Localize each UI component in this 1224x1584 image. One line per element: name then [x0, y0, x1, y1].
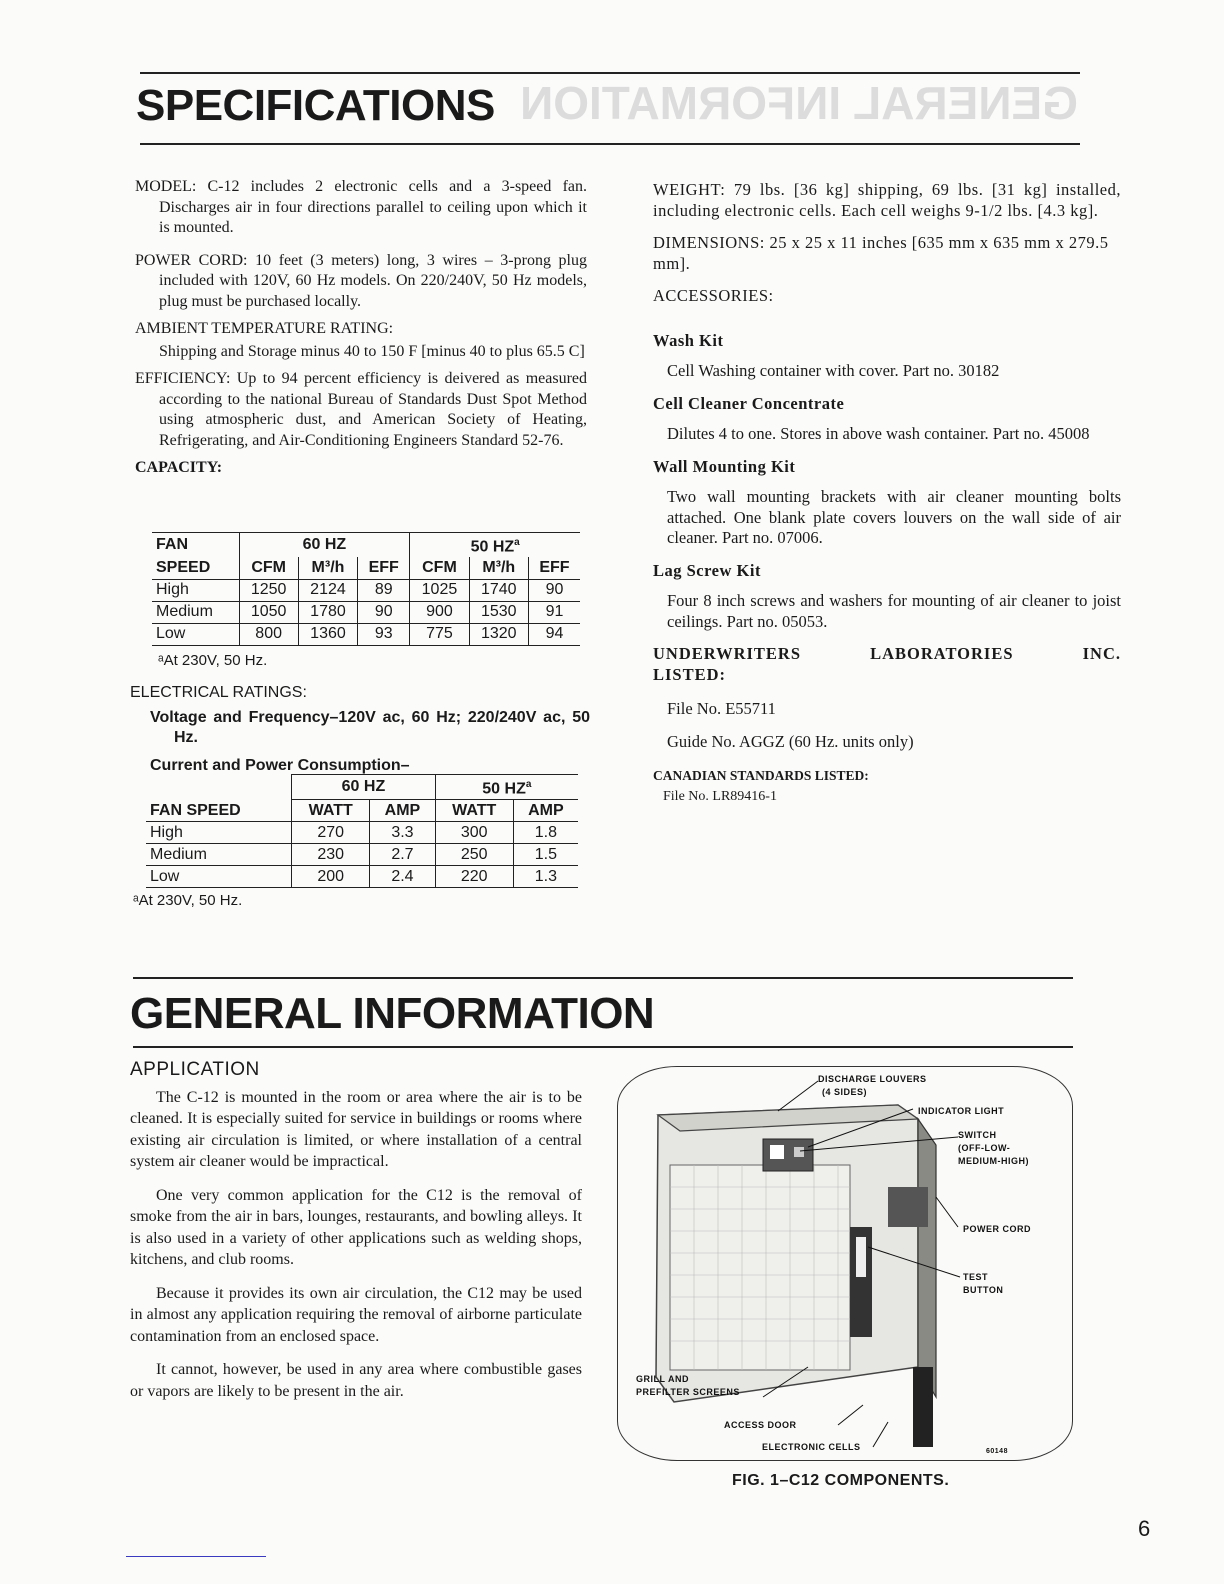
capacity-table	[152, 532, 580, 646]
wash-kit-body: Cell Washing container with cover. Part no. 30182	[667, 361, 1000, 380]
wall-mounting-kit-body: Two wall mounting brackets with air cleaner mounting bolts attached. One blank plate covers louvers on the wall side of air cleaner. Part no. 07006.	[667, 487, 1121, 547]
general-top-rule	[133, 977, 1073, 979]
label-switch: SWITCH (OFF-LOW- MEDIUM-HIGH)	[958, 1130, 1029, 1166]
table-row	[146, 866, 578, 888]
table-cell: High	[156, 581, 189, 599]
wall-mounting-kit-title: Wall Mounting Kit	[653, 456, 796, 476]
table-cell: 250	[435, 844, 513, 866]
wash-kit-title: Wash Kit	[653, 330, 724, 350]
table-cell: 89	[358, 579, 410, 601]
table-cell: 1320	[469, 623, 528, 645]
application-title: APPLICATION	[130, 1059, 260, 1080]
lag-screw-kit-title: Lag Screw Kit	[653, 560, 761, 580]
table-cell: 90	[528, 579, 580, 601]
table-cell: 90	[358, 601, 410, 623]
table-cell: 1780	[298, 601, 357, 623]
label-indicator-light: INDICATOR LIGHT	[918, 1106, 1005, 1116]
table-cell: Low	[150, 867, 180, 885]
table-cell: 1530	[469, 601, 528, 623]
show-through-text: GENERAL INFORMATION	[520, 77, 1078, 129]
power-cord-spec: POWER CORD: 10 feet (3 meters) long, 3 wires – 3-prong plug included with 120V, 60 Hz models. On 220/240V, 50 Hz models, plug must be purchased locally.	[135, 251, 587, 310]
table-cell: 220	[435, 866, 513, 888]
table-cell: 1.3	[513, 866, 578, 888]
ambient-body: Shipping and Storage minus 40 to 150 F [minus 40 to plus 65.5 C]	[159, 342, 585, 360]
efficiency-spec: EFFICIENCY: Up to 94 percent efficiency is deivered as measured according to the national Bureau of Standards Dust Spot Method using atmospheric dust, and American Society of Heating, Refrigerating, and Air-Conditioning Engineers Standard 52-76.	[135, 370, 587, 449]
air-cleaner-illustration	[618, 1067, 1074, 1462]
csa-title: CANADIAN STANDARDS LISTED:	[653, 768, 869, 783]
capacity-footnote: ᵃAt 230V, 50 Hz.	[158, 652, 268, 669]
table-cell: 200	[292, 866, 370, 888]
accessories-title: ACCESSORIES:	[653, 286, 774, 305]
table-row	[152, 579, 580, 601]
ul-guide: Guide No. AGGZ (60 Hz. units only)	[667, 731, 914, 751]
table-cell: 2124	[298, 579, 357, 601]
figure-caption: FIG. 1–C12 COMPONENTS.	[732, 1472, 950, 1489]
ul-title: UNDERWRITERS LABORATORIES INC. LISTED:	[653, 644, 1121, 684]
specifications-title: SPECIFICATIONS	[136, 81, 495, 130]
capacity-col-cfm-50: CFM	[410, 557, 469, 579]
power-col-fan-speed: FAN SPEED	[150, 801, 241, 819]
weight-spec: WEIGHT: 79 lbs. [36 kg] shipping, 69 lbs. [31 kg] installed, including electronic cells. Each cell weighs 9-1/2 lbs. [4.3 kg].	[653, 180, 1121, 220]
table-cell: 3.3	[370, 822, 435, 844]
specifications-right-column	[653, 180, 1121, 814]
capacity-head-50hz: 50 $HZ^a$	[410, 533, 580, 558]
table-cell: 800	[239, 623, 298, 645]
table-cell: 1.5	[513, 844, 578, 866]
table-row	[152, 601, 580, 623]
table-cell: 1250	[239, 579, 298, 601]
application-paragraph: One very common application for the C12 is the removal of smoke from the air in bars, lounges, restaurants, and bowling alleys. It is also used in a variety of other applications such as welding shops, kitchens, and club rooms.	[130, 1186, 582, 1268]
label-grill-prefilter: GRILL AND PREFILTER SCREENS	[636, 1374, 740, 1397]
power-head-blank	[146, 775, 292, 800]
table-cell: 775	[410, 623, 469, 645]
table-cell: 1.8	[513, 822, 578, 844]
capacity-head-60hz: 60 HZ	[239, 533, 410, 558]
power-table	[146, 774, 578, 888]
current-title: Current and Power Consumption–	[150, 756, 410, 774]
capacity-head-fan: FAN	[152, 533, 239, 558]
csa-file: File No. LR89416-1	[663, 788, 777, 804]
table-cell: 230	[292, 844, 370, 866]
electrical-title: ELECTRICAL RATINGS:	[130, 684, 307, 701]
capacity-col-speed: SPEED	[156, 559, 211, 577]
capacity-col-eff-50: EFF	[528, 557, 580, 579]
table-cell: Low	[156, 625, 186, 643]
table-row	[146, 822, 578, 844]
application-paragraph: It cannot, however, be used in any area where combustible gases or vapors are likely to be present in the air.	[130, 1361, 582, 1400]
table-cell: 93	[358, 623, 410, 645]
table-cell: Medium	[150, 845, 207, 863]
power-col-amp-50: AMP	[513, 800, 578, 822]
ambient-title: AMBIENT TEMPERATURE RATING:	[135, 320, 394, 337]
cell-cleaner-body: Dilutes 4 to one. Stores in above wash container. Part no. 45008	[667, 424, 1090, 443]
table-cell: High	[150, 823, 183, 841]
table-cell: 1740	[469, 579, 528, 601]
power-footnote: ᵃAt 230V, 50 Hz.	[133, 892, 243, 909]
label-discharge-louvers: DISCHARGE LOUVERS (4 SIDES)	[818, 1074, 927, 1097]
specifications-rule	[140, 143, 1080, 145]
capacity-col-eff: EFF	[358, 557, 410, 579]
table-row	[146, 844, 578, 866]
table-cell: 1360	[298, 623, 357, 645]
voltage-spec: Voltage and Frequency–120V ac, 60 Hz; 220/240V ac, 50 Hz.	[150, 708, 590, 746]
table-cell: Medium	[156, 603, 213, 621]
power-head-60hz: 60 HZ	[292, 775, 436, 800]
label-power-cord: POWER CORD	[963, 1224, 1031, 1234]
table-row	[152, 623, 580, 645]
power-col-watt: WATT	[292, 800, 370, 822]
ul-file: File No. E55711	[667, 699, 776, 718]
lag-screw-kit-body: Four 8 inch screws and washers for mounting of air cleaner to joist ceilings. Part no. 05053.	[667, 591, 1121, 631]
table-cell: 91	[528, 601, 580, 623]
bottom-left-rule	[126, 1556, 266, 1557]
table-cell: 900	[410, 601, 469, 623]
capacity-col-m3h-50: M³/h	[469, 557, 528, 579]
cell-cleaner-title: Cell Cleaner Concentrate	[653, 393, 845, 413]
general-rule	[133, 1046, 1073, 1048]
power-col-watt-50: WATT	[435, 800, 513, 822]
page-number: 6	[1138, 1516, 1151, 1541]
dimensions-spec: DIMENSIONS: 25 x 25 x 11 inches [635 mm x 635 mm x 279.5 mm].	[653, 233, 1109, 273]
table-cell: 270	[292, 822, 370, 844]
top-rule	[140, 72, 1080, 74]
table-cell: 1025	[410, 579, 469, 601]
application-paragraph: The C-12 is mounted in the room or area where the air is to be cleaned. It is especially suited for service in buildings or rooms where existing air circulation is limited, or where installation of a central system air cleaner would be impractical.	[130, 1088, 582, 1170]
label-test-button: TEST BUTTON	[963, 1272, 1004, 1295]
specifications-left-column	[135, 177, 587, 486]
general-information-title: GENERAL INFORMATION	[130, 989, 655, 1038]
capacity-col-cfm: CFM	[239, 557, 298, 579]
table-cell: 1050	[239, 601, 298, 623]
label-access-door: ACCESS DOOR	[724, 1420, 797, 1430]
c12-components-figure	[617, 1066, 1073, 1461]
table-cell: 2.7	[370, 844, 435, 866]
capacity-col-m3h: M³/h	[298, 557, 357, 579]
power-col-amp: AMP	[370, 800, 435, 822]
table-cell: 2.4	[370, 866, 435, 888]
table-cell: 94	[528, 623, 580, 645]
figure-number: 60148	[986, 1448, 1008, 1455]
capacity-title: CAPACITY:	[135, 459, 223, 476]
application-section	[130, 1059, 582, 1409]
power-head-50hz: 50 $HZ^a$	[435, 775, 578, 800]
label-electronic-cells: ELECTRONIC CELLS	[762, 1442, 861, 1452]
table-cell: 300	[435, 822, 513, 844]
model-spec: MODEL: C-12 includes 2 electronic cells and a 3-speed fan. Discharges air in four directions parallel to ceiling upon which it is mounted.	[135, 178, 587, 236]
electrical-section	[130, 683, 590, 783]
application-paragraph: Because it provides its own air circulation, the C12 may be used in almost any application requiring the removal of airborne particulate contamination from an enclosed space.	[130, 1284, 582, 1345]
